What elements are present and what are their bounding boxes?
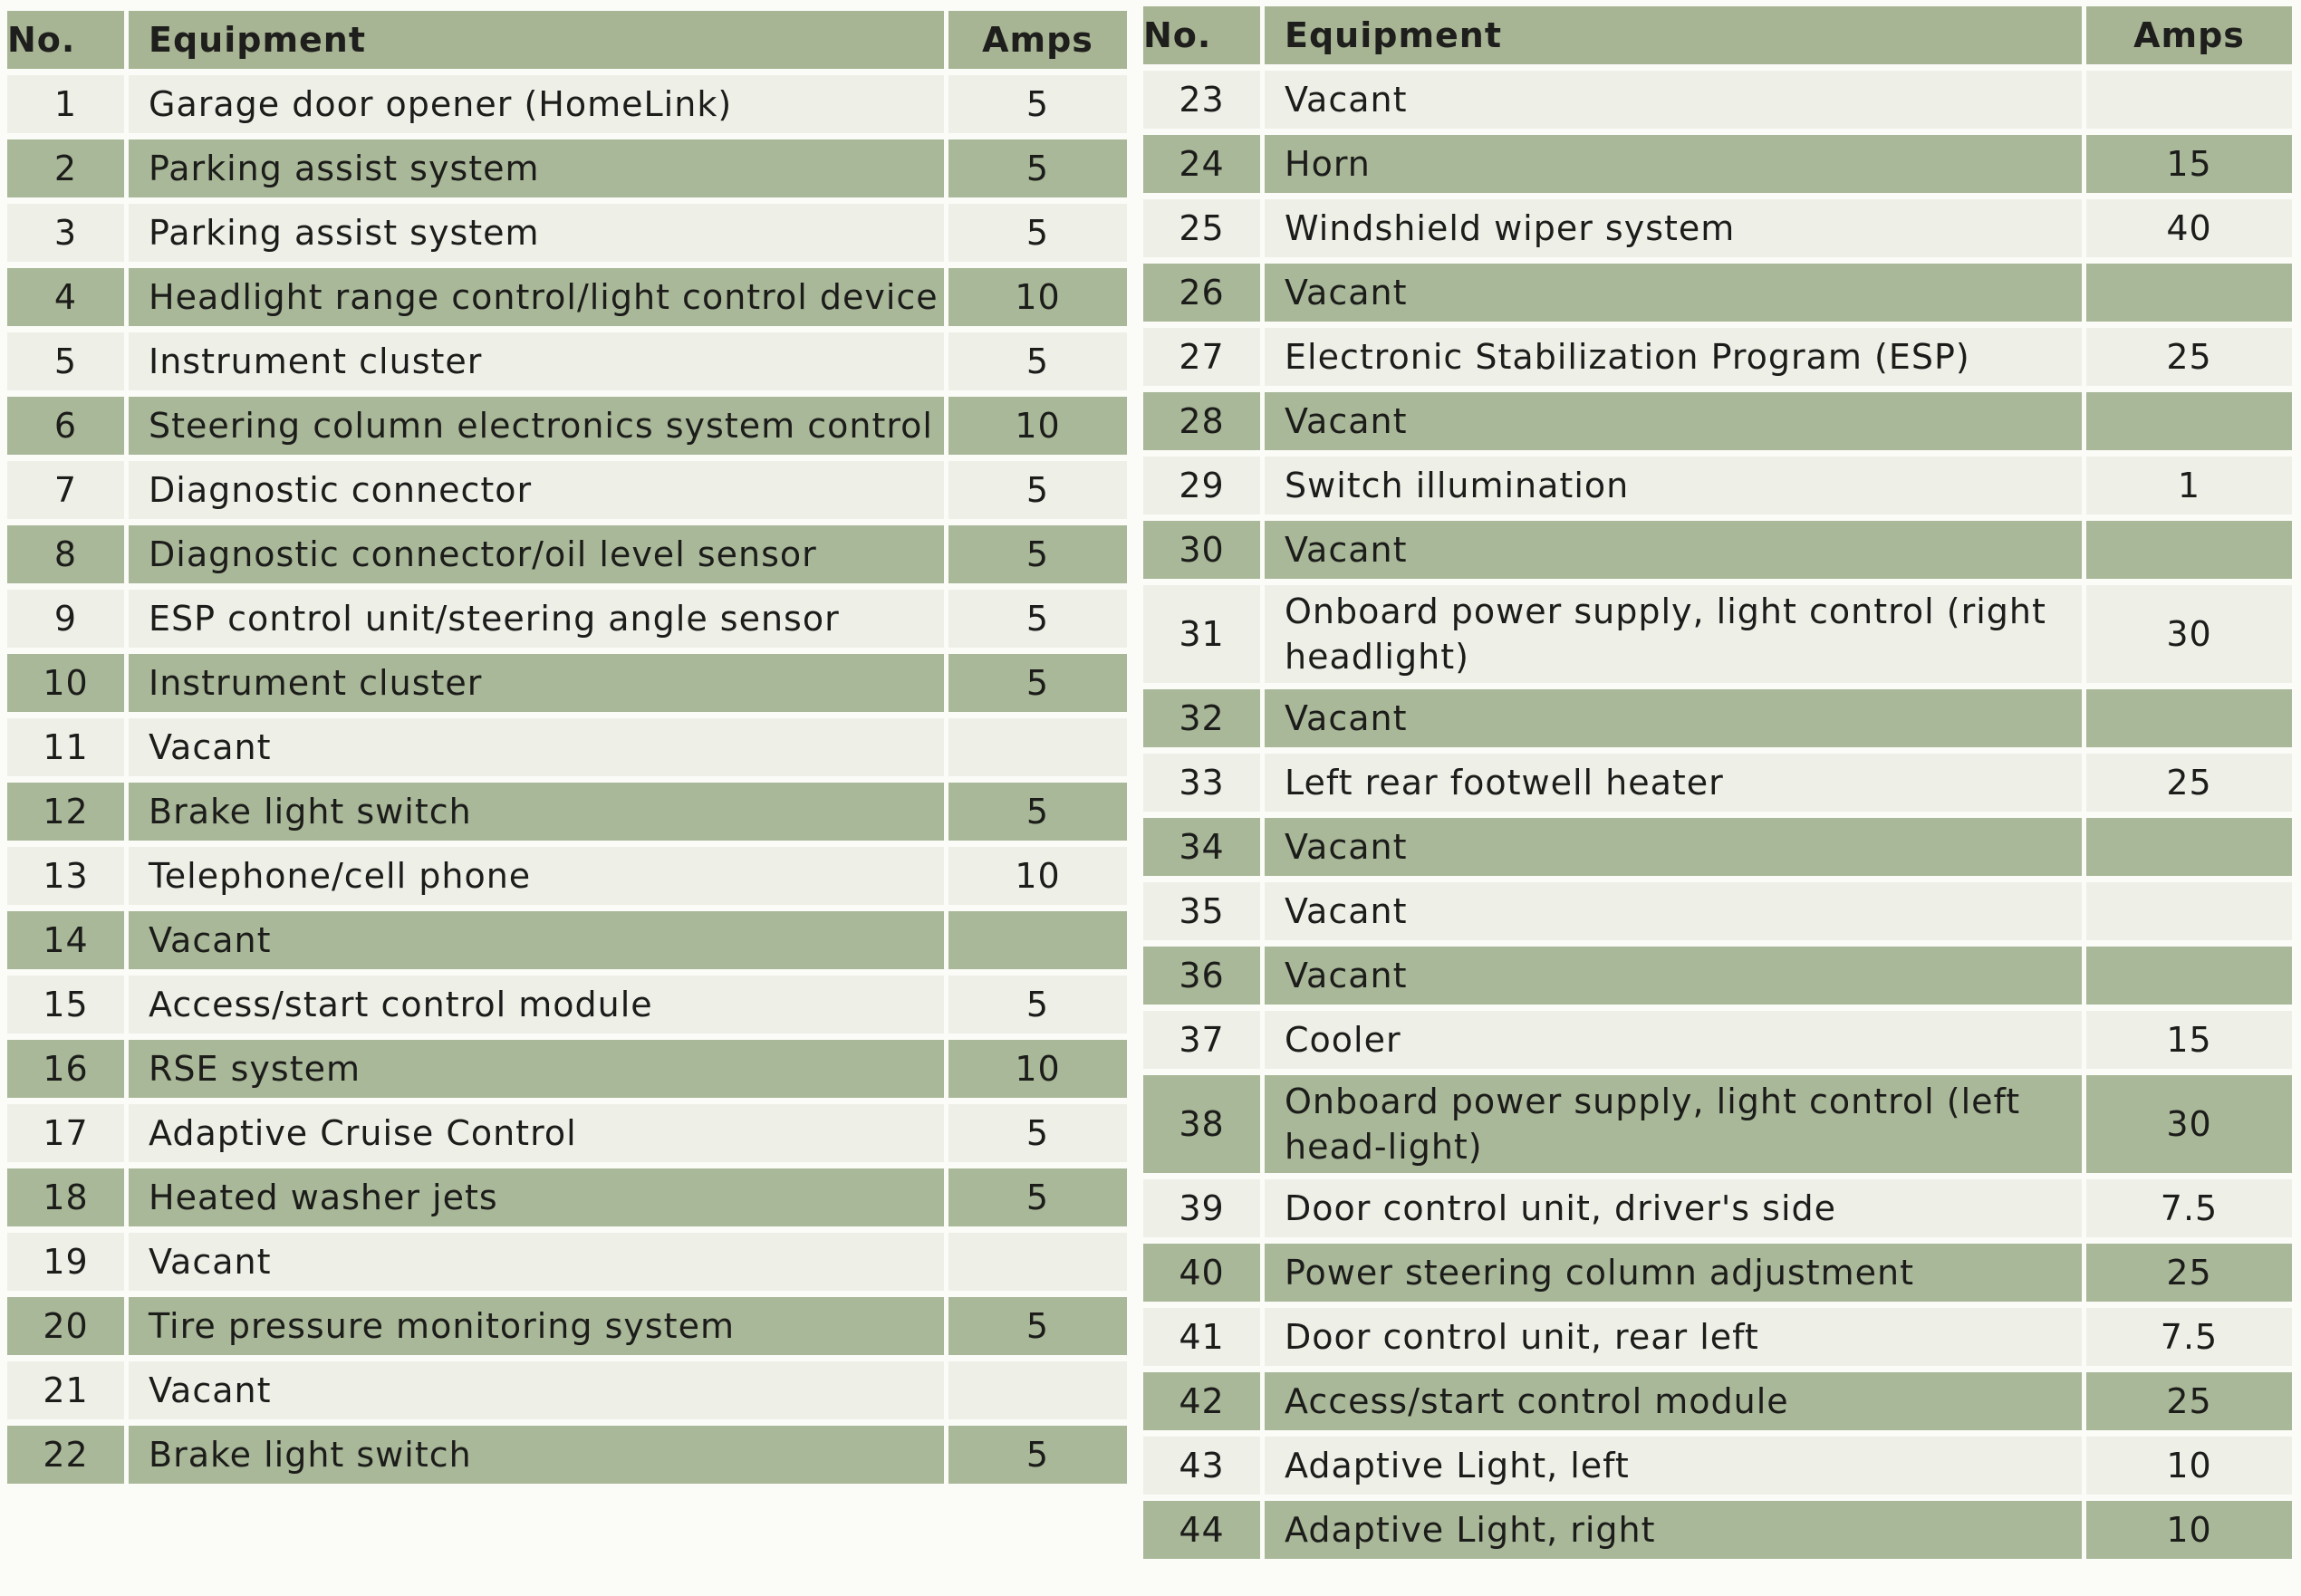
- fuse-amps: 10: [944, 1040, 1127, 1098]
- fuse-equipment: Access/start control module: [129, 976, 944, 1034]
- header-no: No.: [7, 11, 129, 69]
- fuse-number: 40: [1143, 1244, 1265, 1302]
- fuse-amps: 10: [944, 397, 1127, 455]
- fuse-number: 43: [1143, 1437, 1265, 1495]
- table-row: [7, 654, 1127, 712]
- fuse-equipment: Steering column electronics system control: [129, 397, 944, 455]
- table-row: [7, 1426, 1127, 1484]
- fuse-amps: 10: [2082, 1501, 2292, 1559]
- table-row: [7, 847, 1127, 905]
- fuse-amps: 5: [944, 1426, 1127, 1484]
- header-equipment: Equipment: [1265, 6, 2082, 64]
- fuse-number: 21: [7, 1361, 129, 1419]
- fuse-equipment: Headlight range control/light control device: [129, 268, 944, 326]
- fuse-amps: 5: [944, 976, 1127, 1034]
- table-row: [7, 461, 1127, 519]
- fuse-equipment: Vacant: [1265, 947, 2082, 1005]
- fuse-number: 31: [1143, 585, 1265, 683]
- fuse-equipment: Switch illumination: [1265, 457, 2082, 514]
- fuse-number: 20: [7, 1297, 129, 1355]
- fuse-number: 6: [7, 397, 129, 455]
- fuse-equipment: Vacant: [1265, 689, 2082, 747]
- fuse-number: 10: [7, 654, 129, 712]
- fuse-amps: 5: [944, 75, 1127, 133]
- table-row: [1143, 135, 2292, 193]
- header-equipment: Equipment: [129, 11, 944, 69]
- table-row: [1143, 947, 2292, 1005]
- fuse-amps: 5: [944, 461, 1127, 519]
- table-row: [7, 268, 1127, 326]
- fuse-number: 13: [7, 847, 129, 905]
- fuse-number: 7: [7, 461, 129, 519]
- fuse-equipment: Vacant: [129, 911, 944, 969]
- table-header-row: [7, 11, 1127, 69]
- fuse-equipment: Vacant: [129, 1361, 944, 1419]
- table-row: [7, 783, 1127, 841]
- fuse-number: 11: [7, 718, 129, 776]
- fuse-amps: 7.5: [2082, 1179, 2292, 1237]
- table-row: [1143, 1244, 2292, 1302]
- table-row: [1143, 882, 2292, 940]
- fuse-amps: [2082, 521, 2292, 579]
- table-row: [7, 590, 1127, 648]
- table-row: [1143, 328, 2292, 386]
- fuse-number: 32: [1143, 689, 1265, 747]
- fuse-number: 4: [7, 268, 129, 326]
- fuse-amps: 30: [2082, 585, 2292, 683]
- fuse-number: 2: [7, 139, 129, 197]
- table-row: [1143, 689, 2292, 747]
- fuse-amps: 25: [2082, 328, 2292, 386]
- fuse-number: 8: [7, 525, 129, 583]
- table-row: [7, 1297, 1127, 1355]
- fuse-amps: 5: [944, 1168, 1127, 1226]
- fuse-amps: 7.5: [2082, 1308, 2292, 1366]
- fuse-equipment: Instrument cluster: [129, 654, 944, 712]
- fuse-equipment: ESP control unit/steering angle sensor: [129, 590, 944, 648]
- fuse-equipment: Adaptive Cruise Control: [129, 1104, 944, 1162]
- fuse-number: 25: [1143, 199, 1265, 257]
- table-row: [7, 911, 1127, 969]
- fuse-amps: 5: [944, 525, 1127, 583]
- fuse-amps: 30: [2082, 1075, 2292, 1173]
- fuse-number: 37: [1143, 1011, 1265, 1069]
- fuse-amps: 1: [2082, 457, 2292, 514]
- header-amps: Amps: [944, 11, 1127, 69]
- fuse-number: 38: [1143, 1075, 1265, 1173]
- fuse-equipment: Vacant: [129, 1233, 944, 1291]
- fuse-amps: 15: [2082, 135, 2292, 193]
- fuse-equipment: Windshield wiper system: [1265, 199, 2082, 257]
- fuse-amps: 5: [944, 1297, 1127, 1355]
- fuse-number: 17: [7, 1104, 129, 1162]
- fuse-amps: [2082, 264, 2292, 322]
- fuse-equipment: Instrument cluster: [129, 332, 944, 390]
- fuse-number: 44: [1143, 1501, 1265, 1559]
- fuse-number: 34: [1143, 818, 1265, 876]
- fuse-number: 23: [1143, 71, 1265, 129]
- table-row: [1143, 818, 2292, 876]
- table-row: [7, 1361, 1127, 1419]
- fuse-number: 27: [1143, 328, 1265, 386]
- fuse-number: 12: [7, 783, 129, 841]
- fuse-equipment: Door control unit, driver's side: [1265, 1179, 2082, 1237]
- fuse-amps: [2082, 71, 2292, 129]
- fuse-number: 15: [7, 976, 129, 1034]
- fuse-equipment: Horn: [1265, 135, 2082, 193]
- fuse-amps: [2082, 947, 2292, 1005]
- table-row: [1143, 392, 2292, 450]
- fuse-table-right-body: [1143, 71, 2292, 1559]
- table-row: [7, 1104, 1127, 1162]
- fuse-equipment: Vacant: [129, 718, 944, 776]
- table-row: [7, 1168, 1127, 1226]
- table-row: [1143, 457, 2292, 514]
- fuse-equipment: Door control unit, rear left: [1265, 1308, 2082, 1366]
- table-row: [7, 75, 1127, 133]
- fuse-equipment: Adaptive Light, left: [1265, 1437, 2082, 1495]
- fuse-amps: [2082, 689, 2292, 747]
- table-row: [1143, 1179, 2292, 1237]
- fuse-equipment: Garage door opener (HomeLink): [129, 75, 944, 133]
- fuse-amps: 40: [2082, 199, 2292, 257]
- table-row: [7, 1233, 1127, 1291]
- fuse-equipment: Vacant: [1265, 392, 2082, 450]
- table-row: [7, 139, 1127, 197]
- fuse-equipment: Access/start control module: [1265, 1372, 2082, 1430]
- fuse-number: 29: [1143, 457, 1265, 514]
- fuse-number: 9: [7, 590, 129, 648]
- fuse-equipment: Vacant: [1265, 882, 2082, 940]
- fuse-amps: 5: [944, 1104, 1127, 1162]
- fuse-equipment: Parking assist system: [129, 204, 944, 262]
- fuse-equipment: Diagnostic connector/oil level sensor: [129, 525, 944, 583]
- fuse-equipment: Diagnostic connector: [129, 461, 944, 519]
- fuse-number: 24: [1143, 135, 1265, 193]
- table-header-row: [1143, 6, 2292, 64]
- fuse-amps: 25: [2082, 1244, 2292, 1302]
- fuse-amps: 10: [944, 847, 1127, 905]
- table-row: [1143, 1308, 2292, 1366]
- fuse-amps: 10: [944, 268, 1127, 326]
- fuse-amps: 5: [944, 783, 1127, 841]
- table-row: [7, 204, 1127, 262]
- fuse-number: 28: [1143, 392, 1265, 450]
- table-row: [1143, 264, 2292, 322]
- fuse-number: 22: [7, 1426, 129, 1484]
- fuse-equipment: Electronic Stabilization Program (ESP): [1265, 328, 2082, 386]
- fuse-amps: 5: [944, 204, 1127, 262]
- fuse-equipment: Heated washer jets: [129, 1168, 944, 1226]
- fuse-equipment: Power steering column adjustment: [1265, 1244, 2082, 1302]
- table-row: [1143, 1501, 2292, 1559]
- table-row: [1143, 1372, 2292, 1430]
- table-row: [1143, 199, 2292, 257]
- fuse-number: 19: [7, 1233, 129, 1291]
- table-row: [7, 718, 1127, 776]
- fuse-equipment: Onboard power supply, light control (left head-light): [1265, 1075, 2082, 1173]
- fuse-number: 39: [1143, 1179, 1265, 1237]
- fuse-equipment: Onboard power supply, light control (right headlight): [1265, 585, 2082, 683]
- fuse-number: 33: [1143, 754, 1265, 812]
- fuse-equipment: Brake light switch: [129, 1426, 944, 1484]
- fuse-equipment: Vacant: [1265, 71, 2082, 129]
- fuse-number: 14: [7, 911, 129, 969]
- fuse-equipment: Left rear footwell heater: [1265, 754, 2082, 812]
- fuse-table-right: [1143, 0, 2292, 1565]
- table-row: [7, 332, 1127, 390]
- fuse-equipment: RSE system: [129, 1040, 944, 1098]
- fuse-amps: 15: [2082, 1011, 2292, 1069]
- fuse-number: 35: [1143, 882, 1265, 940]
- fuse-number: 16: [7, 1040, 129, 1098]
- fuse-table-left-body: [7, 75, 1127, 1484]
- fuse-amps: [2082, 392, 2292, 450]
- fuse-number: 41: [1143, 1308, 1265, 1366]
- header-no: No.: [1143, 6, 1265, 64]
- fuse-number: 1: [7, 75, 129, 133]
- fuse-amps: [2082, 882, 2292, 940]
- table-row: [1143, 71, 2292, 129]
- fuse-equipment: Telephone/cell phone: [129, 847, 944, 905]
- fuse-number: 5: [7, 332, 129, 390]
- fuse-equipment: Vacant: [1265, 818, 2082, 876]
- fuse-number: 30: [1143, 521, 1265, 579]
- fuse-equipment: Vacant: [1265, 264, 2082, 322]
- fuse-amps: 25: [2082, 754, 2292, 812]
- fuse-amps: 5: [944, 654, 1127, 712]
- table-row: [7, 525, 1127, 583]
- fuse-amps: 5: [944, 139, 1127, 197]
- fuse-amps: 5: [944, 590, 1127, 648]
- fuse-equipment: Tire pressure monitoring system: [129, 1297, 944, 1355]
- fuse-amps: 10: [2082, 1437, 2292, 1495]
- table-row: [1143, 1075, 2292, 1173]
- table-row: [1143, 1011, 2292, 1069]
- table-row: [7, 1040, 1127, 1098]
- fuse-equipment: Vacant: [1265, 521, 2082, 579]
- fuse-table-left: [7, 5, 1127, 1490]
- fuse-number: 42: [1143, 1372, 1265, 1430]
- table-row: [1143, 521, 2292, 579]
- fuse-amps: [944, 718, 1127, 776]
- fuse-number: 3: [7, 204, 129, 262]
- fuse-equipment: Parking assist system: [129, 139, 944, 197]
- table-row: [1143, 754, 2292, 812]
- fuse-amps: [2082, 818, 2292, 876]
- table-row: [1143, 1437, 2292, 1495]
- fuse-equipment: Brake light switch: [129, 783, 944, 841]
- fuse-equipment: Cooler: [1265, 1011, 2082, 1069]
- fuse-amps: [944, 1233, 1127, 1291]
- fuse-number: 26: [1143, 264, 1265, 322]
- table-row: [7, 976, 1127, 1034]
- fuse-amps: [944, 911, 1127, 969]
- header-amps: Amps: [2082, 6, 2292, 64]
- fuse-amps: 5: [944, 332, 1127, 390]
- table-row: [1143, 585, 2292, 683]
- table-row: [7, 397, 1127, 455]
- fuse-number: 36: [1143, 947, 1265, 1005]
- fuse-amps: [944, 1361, 1127, 1419]
- fuse-number: 18: [7, 1168, 129, 1226]
- fuse-equipment: Adaptive Light, right: [1265, 1501, 2082, 1559]
- fuse-amps: 25: [2082, 1372, 2292, 1430]
